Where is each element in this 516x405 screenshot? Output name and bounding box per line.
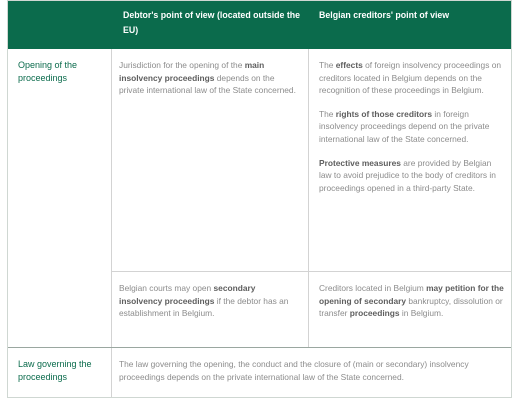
row-label-law-governing: Law governing the proceedings: [18, 359, 92, 382]
header-creditors-view: Belgian creditors' point of view: [319, 10, 450, 20]
cell-creditors-petition: Creditors located in Belgium may petition for the opening of secondary bankruptcy, dissolution or transfer proceedings in Belgium.: [319, 283, 504, 319]
insolvency-table: [7, 0, 512, 398]
cell-debtor-main-proceedings: Jurisdiction for the opening of the main insolvency proceedings depends on the private international law of the State concerned.: [119, 60, 296, 96]
column-divider-2: [308, 49, 309, 348]
column-divider-3: [111, 348, 112, 397]
paragraph-rights: The rights of those creditors in foreign insolvency proceedings depend on the private international law of the State concerned.: [319, 108, 490, 144]
row-subdivider: [112, 271, 511, 272]
header-debtor-view: Debtor's point of view (located outside the EU): [123, 10, 301, 35]
row-label-opening: Opening of the proceedings: [18, 60, 78, 83]
table-header: [8, 1, 511, 49]
paragraph-protective-measures: Protective measures are provided by Belgian law to avoid prejudice to the body of creditors in proceedings opened in a third-party State.: [319, 157, 496, 193]
row-divider: [8, 347, 511, 348]
paragraph-effects: The effects of foreign insolvency proceedings on creditors located in Belgium depends on the recognition of these proceedings in Belgium.: [319, 60, 502, 96]
column-divider-1: [111, 49, 112, 348]
cell-law-governing-content: The law governing the opening, the conduct and the closure of (main or secondary) insolvency proceedings depends on the private international law of the State concerned.: [119, 359, 469, 382]
cell-creditors-effects: [319, 59, 504, 194]
cell-debtor-secondary-proceedings: Belgian courts may open secondary insolvency proceedings if the debtor has an establishment in Belgium.: [119, 283, 289, 319]
